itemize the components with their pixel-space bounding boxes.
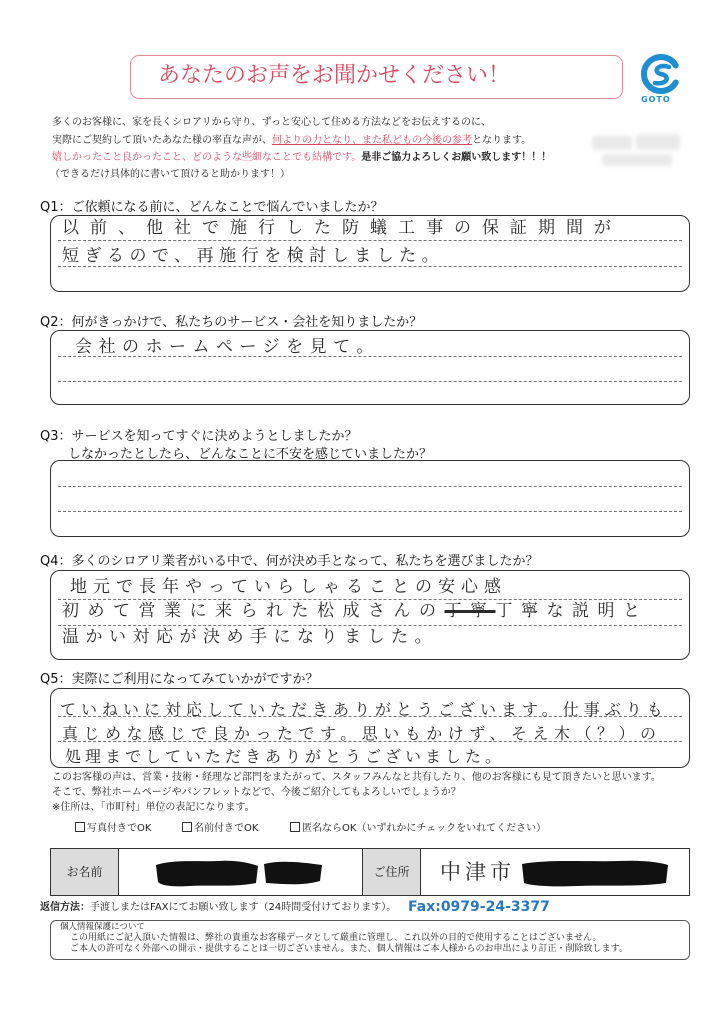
intro-highlight-2: 嬉しかったこと良かったこと、どのような些細なことでも結構です。 [52,152,362,163]
consent-option-anonymous [290,822,546,836]
address-label: ご住所 [363,849,420,895]
reply-method-text: 手渡しまたはFAXにてお願い致します（24時間受付けております）。 [90,902,397,913]
consent-line-3: ※住所は、「市町村」単位の表記になります。 [52,802,255,813]
intro-line-2-text: 実際にご契約して頂いたあなた様の率直な声が、 [52,135,272,146]
q1-rule [58,240,682,241]
privacy-line-2: ご本人の許可なく外部への開示・提供することは一切ございません。また、個人情報はご本人様からのお申出により訂正・削除致します。 [70,944,628,954]
intro-line-2-end: となります。 [472,135,532,146]
fax-number: Fax:0979-24-3377 [408,899,550,915]
address-redaction [518,856,672,890]
q4-answer-line-3: 温かい対応が決め手になりました。 [62,627,438,647]
intro-request: 是非ご協力よろしくお願い致します！！！ [361,152,552,163]
consent-options-note: （いずれかにチェックをいれてください） [356,823,547,834]
intro-line-4: （できるだけ具体的に書いて頂けると助かります！） [50,169,290,180]
page-title: あなたのお声をお聞かせください！ [158,63,511,88]
intro-line-2 [52,134,531,148]
reply-method-label: 返信方法： [40,902,90,913]
intro-highlight: 何よりの力となり、また私どもの今後の参考 [272,135,472,146]
q3-answer-box [50,460,690,537]
q5-answer-line-3: 処理までしていただきありがとうございました。 [65,747,506,766]
q1-rule [58,266,682,267]
q1-label: Q1：ご依頼になる前に、どんなことで悩んでいましたか？ [40,200,384,215]
q3-label-line-2: しなかったとしたら、どんなことに不安を感じていましたか？ [68,447,433,462]
q4-rule [58,599,682,600]
q4-answer-line-2-end: 丁寧な説明と [495,601,649,621]
q2-answer-line-1: 会社のホームページを見て。 [75,337,380,357]
q4-answer-line-2 [62,601,649,621]
address-city: 中津市 [440,860,515,884]
reply-method [40,901,396,915]
intro-line-1: 多くのお客様に、家を長くシロアリから守り、ずっと安心して住める方法などをお伝えするのに、 [52,117,491,128]
checkbox [75,822,85,832]
consent-line-2: そこで、弊社ホームページやパンフレットなどで、今後ご紹介してもよろしいでしょうか？ [52,787,461,798]
consent-option-label: 写真付きでOK [87,823,152,834]
q3-label: Q3：サービスを知ってすぐに決めようとしましたか？ [40,429,358,444]
q4-answer-line-2-start: 初めて営業に来られた松成さんの [62,601,445,621]
intro-line-3 [52,151,551,165]
q4-answer-line-1: 地元で長年やっていらしゃることの安心感 [70,577,507,597]
name-redaction [150,856,326,890]
goto-logo-icon [634,53,688,95]
checkbox [182,822,192,832]
q1-answer-line-1: 以前、他社で施行した防蟻工事の保証期間が [62,218,622,238]
q1-answer-line-2: 短ぎるので、再施行を検討しました。 [62,246,445,266]
logo-wordmark: GOTO [641,95,671,104]
q3-rule [58,486,682,487]
privacy-title: 個人情報保護について [60,922,145,932]
q5-answer-line-1: ていねいに対応していただきありがとうございます。仕事ぶりも [60,700,668,719]
q2-label: Q2：何がきっかけで、私たちのサービス・会社を知りましたか？ [40,315,423,330]
q4-rule [58,625,682,626]
q4-label: Q4：多くのシロアリ業者がいる中で、何が決め手となって、私たちを選びましたか？ [40,554,539,569]
consent-line-1: このお客様の声は、営業・技術・経理など部門をまたがって、スタッフみんなと共有したり、他のお客様にも見て頂きたいと思います。 [52,772,661,783]
checkbox [290,822,300,832]
table-divider [420,849,421,895]
consent-option-name [182,822,258,836]
q4-crossed-out-word: 丁寧 [444,601,496,621]
faint-stamp [588,132,688,172]
privacy-line-1: この用紙にご記入頂いた情報は、弊社の貴重なお客様データとして厳重に管理し、これ以外の目的で使用することはございません。 [70,933,602,943]
q2-rule [58,381,682,382]
q5-answer-line-2: 真じめな感じで良かったです。思いもかけず、そえ木（？）の [62,724,662,743]
q5-label: Q5：実際にご利用になってみていかがですか？ [40,672,319,687]
name-label: お名前 [51,849,118,895]
consent-option-label: 匿名ならOK [302,823,357,834]
consent-option-label: 名前付きでOK [194,823,259,834]
q3-rule [58,511,682,512]
consent-option-photo [75,822,151,836]
table-divider [118,849,119,895]
